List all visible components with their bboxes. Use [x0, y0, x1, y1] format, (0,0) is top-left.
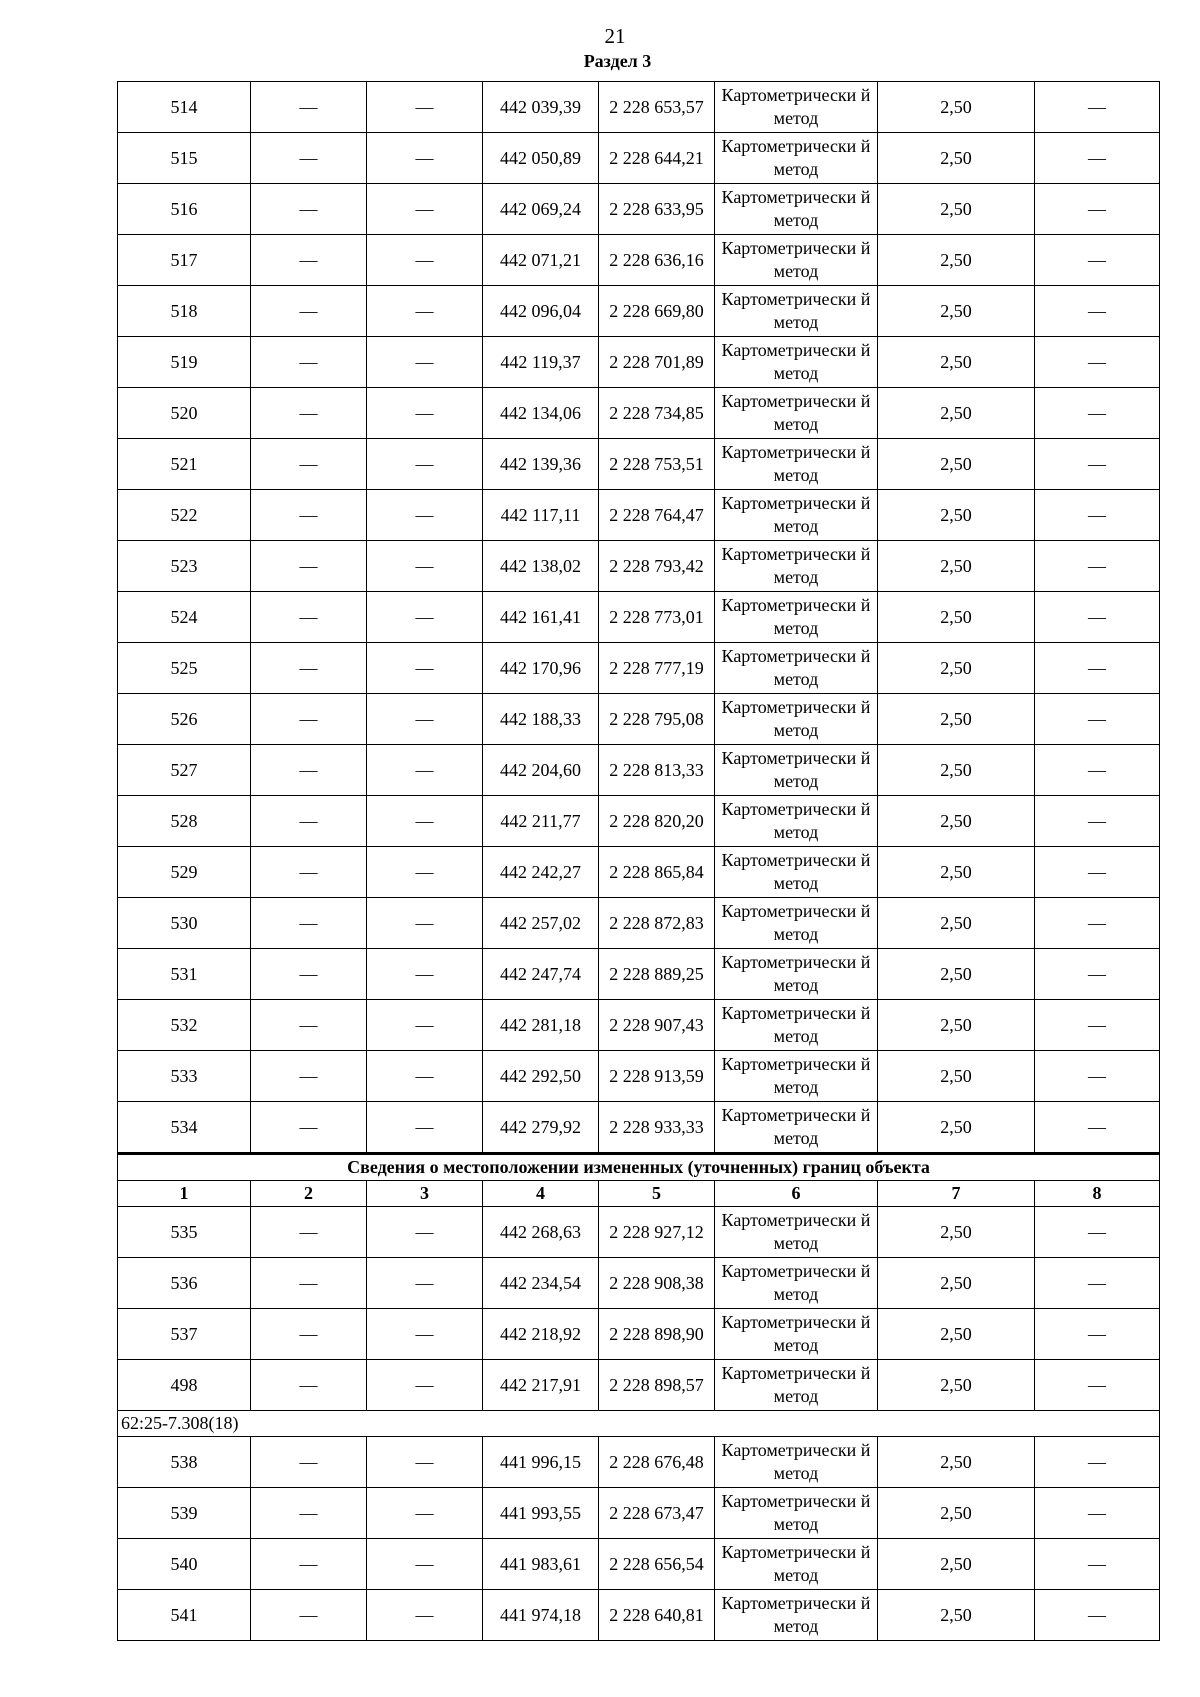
col3-value: — — [367, 133, 483, 184]
col3-value: — — [367, 1258, 483, 1309]
y-coordinate: 2 228 872,83 — [599, 898, 715, 949]
point-number: 530 — [118, 898, 251, 949]
col3-value: — — [367, 82, 483, 133]
heading-row — [118, 1154, 1160, 1181]
point-number: 536 — [118, 1258, 251, 1309]
accuracy: 2,50 — [878, 1590, 1035, 1641]
y-coordinate: 2 228 777,19 — [599, 643, 715, 694]
col2-value: — — [251, 949, 367, 1000]
method: Картометрически й метод — [715, 796, 878, 847]
col8-value: — — [1035, 796, 1160, 847]
y-coordinate: 2 228 640,81 — [599, 1590, 715, 1641]
point-number: 531 — [118, 949, 251, 1000]
accuracy: 2,50 — [878, 1051, 1035, 1102]
accuracy: 2,50 — [878, 1488, 1035, 1539]
y-coordinate: 2 228 644,21 — [599, 133, 715, 184]
col3-value: — — [367, 1539, 483, 1590]
y-coordinate: 2 228 898,90 — [599, 1309, 715, 1360]
point-number: 522 — [118, 490, 251, 541]
x-coordinate: 441 983,61 — [483, 1539, 599, 1590]
col8-value: — — [1035, 1360, 1160, 1411]
col3-value: — — [367, 847, 483, 898]
table-row — [118, 643, 1160, 694]
table-row — [118, 184, 1160, 235]
col8-value: — — [1035, 133, 1160, 184]
col2-value: — — [251, 694, 367, 745]
point-number: 539 — [118, 1488, 251, 1539]
point-number: 527 — [118, 745, 251, 796]
col3-value: — — [367, 1437, 483, 1488]
y-coordinate: 2 228 653,57 — [599, 82, 715, 133]
col3-value: — — [367, 1360, 483, 1411]
x-coordinate: 442 071,21 — [483, 235, 599, 286]
col8-value: — — [1035, 592, 1160, 643]
table-body-top — [118, 82, 1160, 1154]
col8-value: — — [1035, 1258, 1160, 1309]
method: Картометрически й метод — [715, 898, 878, 949]
x-coordinate: 442 050,89 — [483, 133, 599, 184]
table-row — [118, 847, 1160, 898]
point-number: 518 — [118, 286, 251, 337]
point-number: 526 — [118, 694, 251, 745]
method: Картометрически й метод — [715, 1539, 878, 1590]
page-number: 21 — [604, 24, 626, 48]
point-number: 528 — [118, 796, 251, 847]
method: Картометрически й метод — [715, 133, 878, 184]
method: Картометрически й метод — [715, 949, 878, 1000]
table-row — [118, 1488, 1160, 1539]
x-coordinate: 442 242,27 — [483, 847, 599, 898]
y-coordinate: 2 228 673,47 — [599, 1488, 715, 1539]
x-coordinate: 442 161,41 — [483, 592, 599, 643]
x-coordinate: 441 993,55 — [483, 1488, 599, 1539]
table-body-bottom — [118, 1437, 1160, 1641]
table-row — [118, 133, 1160, 184]
table-row — [118, 490, 1160, 541]
method: Картометрически й метод — [715, 1590, 878, 1641]
column-number: 1 — [118, 1181, 251, 1207]
x-coordinate: 441 996,15 — [483, 1437, 599, 1488]
accuracy: 2,50 — [878, 745, 1035, 796]
y-coordinate: 2 228 898,57 — [599, 1360, 715, 1411]
table-row — [118, 439, 1160, 490]
y-coordinate: 2 228 636,16 — [599, 235, 715, 286]
method: Картометрически й метод — [715, 1102, 878, 1154]
method: Картометрически й метод — [715, 439, 878, 490]
col8-value: — — [1035, 541, 1160, 592]
x-coordinate: 442 069,24 — [483, 184, 599, 235]
col2-value: — — [251, 1051, 367, 1102]
point-number: 532 — [118, 1000, 251, 1051]
method: Картометрически й метод — [715, 694, 878, 745]
column-number: 6 — [715, 1181, 878, 1207]
accuracy: 2,50 — [878, 949, 1035, 1000]
accuracy: 2,50 — [878, 847, 1035, 898]
table-row — [118, 82, 1160, 133]
point-number: 523 — [118, 541, 251, 592]
table-group — [118, 1411, 1160, 1437]
point-number: 541 — [118, 1590, 251, 1641]
point-number: 525 — [118, 643, 251, 694]
x-coordinate: 442 292,50 — [483, 1051, 599, 1102]
table-row — [118, 1051, 1160, 1102]
y-coordinate: 2 228 793,42 — [599, 541, 715, 592]
col3-value: — — [367, 949, 483, 1000]
accuracy: 2,50 — [878, 1000, 1035, 1051]
point-number: 521 — [118, 439, 251, 490]
accuracy: 2,50 — [878, 1102, 1035, 1154]
col2-value: — — [251, 1102, 367, 1154]
x-coordinate: 442 257,02 — [483, 898, 599, 949]
col3-value: — — [367, 1051, 483, 1102]
y-coordinate: 2 228 656,54 — [599, 1539, 715, 1590]
col3-value: — — [367, 1102, 483, 1154]
accuracy: 2,50 — [878, 592, 1035, 643]
table-row — [118, 745, 1160, 796]
col2-value: — — [251, 1437, 367, 1488]
col2-value: — — [251, 235, 367, 286]
col3-value: — — [367, 745, 483, 796]
point-number: 540 — [118, 1539, 251, 1590]
group-row — [118, 1411, 1160, 1437]
point-number: 537 — [118, 1309, 251, 1360]
method: Картометрически й метод — [715, 286, 878, 337]
method: Картометрически й метод — [715, 847, 878, 898]
col8-value: — — [1035, 1590, 1160, 1641]
group-label: 62:25-7.308(18) — [118, 1411, 1160, 1437]
x-coordinate: 442 134,06 — [483, 388, 599, 439]
accuracy: 2,50 — [878, 286, 1035, 337]
column-number-row — [118, 1181, 1160, 1207]
accuracy: 2,50 — [878, 643, 1035, 694]
col2-value: — — [251, 541, 367, 592]
col3-value: — — [367, 1000, 483, 1051]
y-coordinate: 2 228 753,51 — [599, 439, 715, 490]
point-number: 529 — [118, 847, 251, 898]
y-coordinate: 2 228 933,33 — [599, 1102, 715, 1154]
table-row — [118, 796, 1160, 847]
col2-value: — — [251, 1000, 367, 1051]
col2-value: — — [251, 286, 367, 337]
y-coordinate: 2 228 908,38 — [599, 1258, 715, 1309]
col2-value: — — [251, 745, 367, 796]
point-number: 515 — [118, 133, 251, 184]
point-number: 514 — [118, 82, 251, 133]
x-coordinate: 441 974,18 — [483, 1590, 599, 1641]
col3-value: — — [367, 235, 483, 286]
y-coordinate: 2 228 795,08 — [599, 694, 715, 745]
method: Картометрически й метод — [715, 541, 878, 592]
x-coordinate: 442 204,60 — [483, 745, 599, 796]
table-row — [118, 235, 1160, 286]
y-coordinate: 2 228 865,84 — [599, 847, 715, 898]
col8-value: — — [1035, 388, 1160, 439]
col2-value: — — [251, 184, 367, 235]
col3-value: — — [367, 439, 483, 490]
table-row — [118, 949, 1160, 1000]
method: Картометрически й метод — [715, 1360, 878, 1411]
accuracy: 2,50 — [878, 1360, 1035, 1411]
col8-value: — — [1035, 745, 1160, 796]
accuracy: 2,50 — [878, 796, 1035, 847]
point-number: 516 — [118, 184, 251, 235]
point-number: 498 — [118, 1360, 251, 1411]
table-row — [118, 694, 1160, 745]
x-coordinate: 442 217,91 — [483, 1360, 599, 1411]
y-coordinate: 2 228 701,89 — [599, 337, 715, 388]
method: Картометрически й метод — [715, 337, 878, 388]
method: Картометрически й метод — [715, 1000, 878, 1051]
col8-value: — — [1035, 643, 1160, 694]
table-row — [118, 388, 1160, 439]
x-coordinate: 442 234,54 — [483, 1258, 599, 1309]
col2-value: — — [251, 490, 367, 541]
col8-value: — — [1035, 1051, 1160, 1102]
table-row — [118, 1437, 1160, 1488]
col8-value: — — [1035, 1488, 1160, 1539]
x-coordinate: 442 170,96 — [483, 643, 599, 694]
col8-value: — — [1035, 1437, 1160, 1488]
y-coordinate: 2 228 669,80 — [599, 286, 715, 337]
col2-value: — — [251, 1258, 367, 1309]
x-coordinate: 442 139,36 — [483, 439, 599, 490]
col2-value: — — [251, 898, 367, 949]
table-row — [118, 1539, 1160, 1590]
col3-value: — — [367, 388, 483, 439]
col2-value: — — [251, 592, 367, 643]
accuracy: 2,50 — [878, 1309, 1035, 1360]
accuracy: 2,50 — [878, 694, 1035, 745]
x-coordinate: 442 211,77 — [483, 796, 599, 847]
point-number: 538 — [118, 1437, 251, 1488]
col8-value: — — [1035, 1539, 1160, 1590]
col2-value: — — [251, 133, 367, 184]
col3-value: — — [367, 898, 483, 949]
accuracy: 2,50 — [878, 541, 1035, 592]
col8-value: — — [1035, 1000, 1160, 1051]
y-coordinate: 2 228 820,20 — [599, 796, 715, 847]
y-coordinate: 2 228 913,59 — [599, 1051, 715, 1102]
col3-value: — — [367, 643, 483, 694]
y-coordinate: 2 228 676,48 — [599, 1437, 715, 1488]
col2-value: — — [251, 439, 367, 490]
table-row — [118, 1102, 1160, 1154]
col8-value: — — [1035, 184, 1160, 235]
table-row — [118, 1590, 1160, 1641]
accuracy: 2,50 — [878, 1207, 1035, 1258]
table-row — [118, 1360, 1160, 1411]
col3-value: — — [367, 1207, 483, 1258]
accuracy: 2,50 — [878, 439, 1035, 490]
accuracy: 2,50 — [878, 235, 1035, 286]
col8-value: — — [1035, 1102, 1160, 1154]
x-coordinate: 442 138,02 — [483, 541, 599, 592]
col8-value: — — [1035, 898, 1160, 949]
col2-value: — — [251, 1539, 367, 1590]
y-coordinate: 2 228 764,47 — [599, 490, 715, 541]
table-section-heading — [118, 1154, 1160, 1207]
x-coordinate: 442 268,63 — [483, 1207, 599, 1258]
method: Картометрически й метод — [715, 388, 878, 439]
y-coordinate: 2 228 907,43 — [599, 1000, 715, 1051]
col2-value: — — [251, 1360, 367, 1411]
column-number: 3 — [367, 1181, 483, 1207]
accuracy: 2,50 — [878, 184, 1035, 235]
y-coordinate: 2 228 889,25 — [599, 949, 715, 1000]
col2-value: — — [251, 337, 367, 388]
column-number: 4 — [483, 1181, 599, 1207]
col3-value: — — [367, 1309, 483, 1360]
method: Картометрически й метод — [715, 1207, 878, 1258]
y-coordinate: 2 228 633,95 — [599, 184, 715, 235]
col3-value: — — [367, 694, 483, 745]
table-row — [118, 541, 1160, 592]
col8-value: — — [1035, 1207, 1160, 1258]
method: Картометрически й метод — [715, 643, 878, 694]
point-number: 533 — [118, 1051, 251, 1102]
table-row — [118, 1309, 1160, 1360]
method: Картометрически й метод — [715, 184, 878, 235]
col8-value: — — [1035, 337, 1160, 388]
point-number: 517 — [118, 235, 251, 286]
col8-value: — — [1035, 847, 1160, 898]
col2-value: — — [251, 643, 367, 694]
col3-value: — — [367, 490, 483, 541]
point-number: 535 — [118, 1207, 251, 1258]
x-coordinate: 442 117,11 — [483, 490, 599, 541]
point-number: 519 — [118, 337, 251, 388]
accuracy: 2,50 — [878, 1437, 1035, 1488]
x-coordinate: 442 218,92 — [483, 1309, 599, 1360]
method: Картометрически й метод — [715, 490, 878, 541]
col2-value: — — [251, 796, 367, 847]
col2-value: — — [251, 1488, 367, 1539]
col3-value: — — [367, 184, 483, 235]
col3-value: — — [367, 1590, 483, 1641]
method: Картометрически й метод — [715, 82, 878, 133]
column-number: 5 — [599, 1181, 715, 1207]
y-coordinate: 2 228 773,01 — [599, 592, 715, 643]
col8-value: — — [1035, 82, 1160, 133]
method: Картометрически й метод — [715, 235, 878, 286]
table-row — [118, 1258, 1160, 1309]
accuracy: 2,50 — [878, 388, 1035, 439]
column-number: 2 — [251, 1181, 367, 1207]
x-coordinate: 442 096,04 — [483, 286, 599, 337]
accuracy: 2,50 — [878, 898, 1035, 949]
col8-value: — — [1035, 286, 1160, 337]
method: Картометрически й метод — [715, 745, 878, 796]
y-coordinate: 2 228 813,33 — [599, 745, 715, 796]
x-coordinate: 442 247,74 — [483, 949, 599, 1000]
method: Картометрически й метод — [715, 1051, 878, 1102]
col3-value: — — [367, 796, 483, 847]
col2-value: — — [251, 1309, 367, 1360]
method: Картометрически й метод — [715, 592, 878, 643]
col2-value: — — [251, 1590, 367, 1641]
table-row — [118, 592, 1160, 643]
col3-value: — — [367, 1488, 483, 1539]
table-row — [118, 1000, 1160, 1051]
col3-value: — — [367, 286, 483, 337]
col8-value: — — [1035, 235, 1160, 286]
method: Картометрически й метод — [715, 1258, 878, 1309]
method: Картометрически й метод — [715, 1488, 878, 1539]
col3-value: — — [367, 541, 483, 592]
point-number: 534 — [118, 1102, 251, 1154]
y-coordinate: 2 228 927,12 — [599, 1207, 715, 1258]
accuracy: 2,50 — [878, 490, 1035, 541]
accuracy: 2,50 — [878, 1258, 1035, 1309]
point-number: 524 — [118, 592, 251, 643]
col3-value: — — [367, 592, 483, 643]
table-row — [118, 1207, 1160, 1258]
table-row — [118, 286, 1160, 337]
y-coordinate: 2 228 734,85 — [599, 388, 715, 439]
x-coordinate: 442 119,37 — [483, 337, 599, 388]
col8-value: — — [1035, 490, 1160, 541]
x-coordinate: 442 188,33 — [483, 694, 599, 745]
col2-value: — — [251, 388, 367, 439]
method: Картометрически й метод — [715, 1309, 878, 1360]
section-heading: Сведения о местоположении измененных (уточненных) границ объекта — [118, 1154, 1160, 1181]
col8-value: — — [1035, 1309, 1160, 1360]
x-coordinate: 442 039,39 — [483, 82, 599, 133]
col3-value: — — [367, 337, 483, 388]
accuracy: 2,50 — [878, 1539, 1035, 1590]
x-coordinate: 442 279,92 — [483, 1102, 599, 1154]
table-row — [118, 337, 1160, 388]
accuracy: 2,50 — [878, 82, 1035, 133]
section-title: Раздел 3 — [583, 51, 652, 71]
column-number: 7 — [878, 1181, 1035, 1207]
accuracy: 2,50 — [878, 337, 1035, 388]
table-body-mid — [118, 1207, 1160, 1411]
col2-value: — — [251, 1207, 367, 1258]
x-coordinate: 442 281,18 — [483, 1000, 599, 1051]
col2-value: — — [251, 847, 367, 898]
coordinates-table — [117, 81, 1160, 1641]
accuracy: 2,50 — [878, 133, 1035, 184]
col2-value: — — [251, 82, 367, 133]
col8-value: — — [1035, 694, 1160, 745]
method: Картометрически й метод — [715, 1437, 878, 1488]
table-row — [118, 898, 1160, 949]
col8-value: — — [1035, 949, 1160, 1000]
column-number: 8 — [1035, 1181, 1160, 1207]
col8-value: — — [1035, 439, 1160, 490]
point-number: 520 — [118, 388, 251, 439]
